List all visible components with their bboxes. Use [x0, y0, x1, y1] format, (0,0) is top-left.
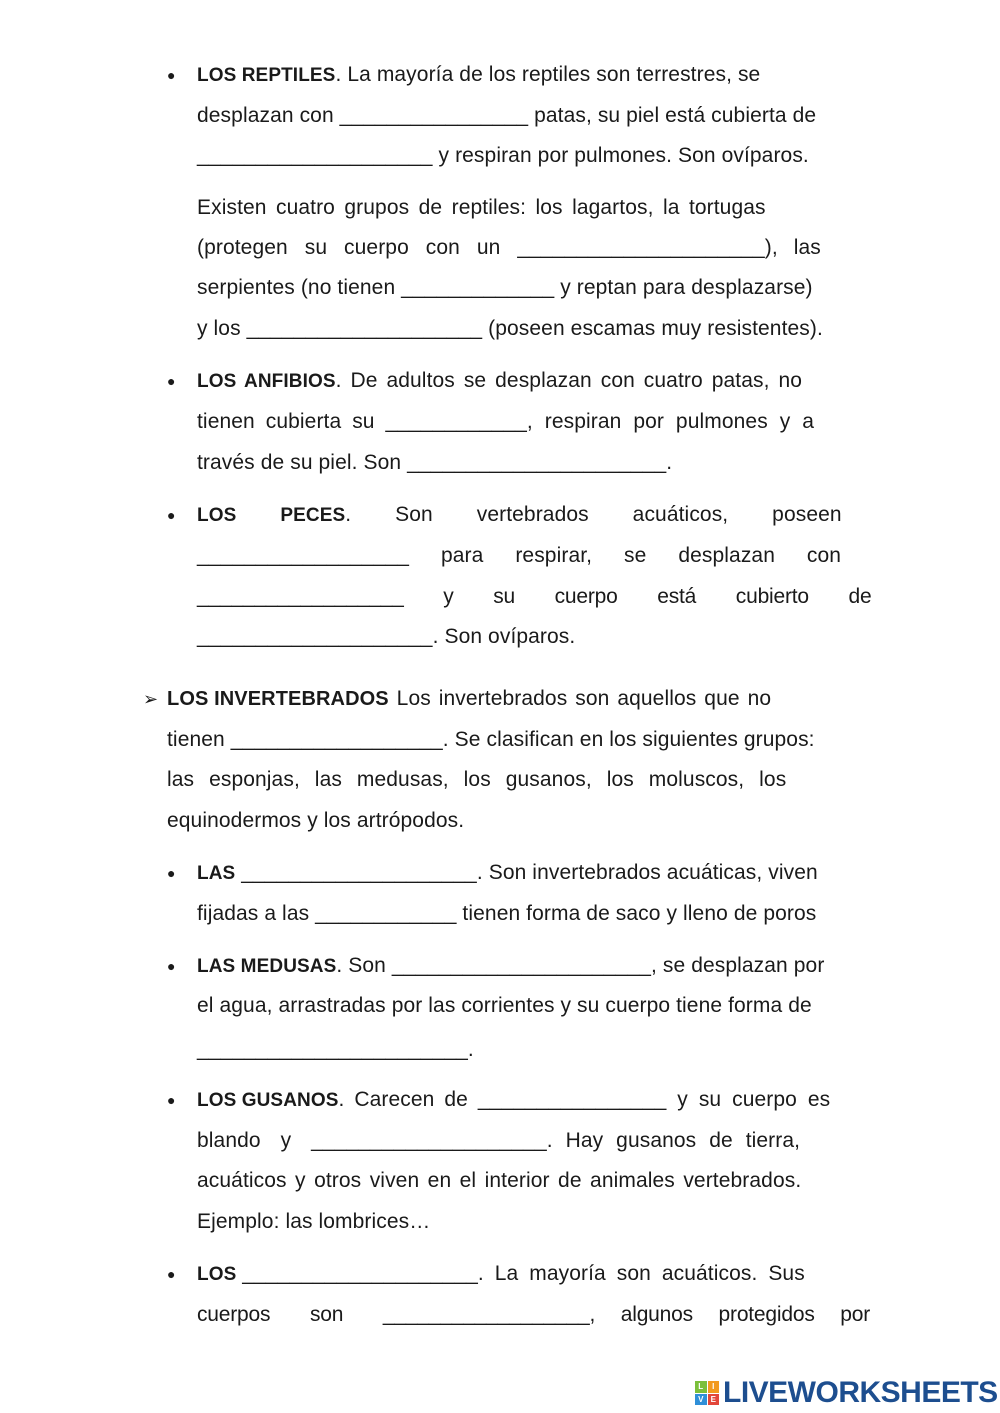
blank-field[interactable]: ____________________: [246, 317, 483, 340]
anfibios-line-3: través de su piel. Son ______________________.: [197, 449, 672, 477]
blank-field[interactable]: ________________: [339, 104, 529, 127]
bullet-dot-icon: ●: [167, 958, 176, 974]
reptiles-para-2-line-4: y los ____________________ (poseen escamas muy resistentes).: [197, 315, 823, 343]
liveworksheets-logo-icon: L I V E: [695, 1381, 719, 1405]
blank-field[interactable]: _______________________: [197, 1038, 468, 1061]
reptiles-title: LOS REPTILES: [197, 65, 336, 86]
reptiles-line-2: desplazan con ________________ patas, su piel está cubierta de: [197, 102, 879, 130]
invertebrados-line-2: tienen __________________. Se clasifican en los siguientes grupos:: [167, 726, 815, 754]
peces-line-2: __________________ para respirar, se desplazan con: [197, 542, 879, 570]
bullet-dot-icon: ●: [167, 507, 176, 523]
peces-title-b: PECES: [280, 505, 346, 526]
invertebrados-line-1: LOS INVERTEBRADOS Los invertebrados son aquellos que no: [167, 687, 772, 710]
gusanos-title: LOS GUSANOS: [197, 1090, 339, 1111]
medusas-line-3: _______________________.: [197, 1036, 474, 1064]
invertebrados-line-4: equinodermos y los artrópodos.: [167, 809, 465, 832]
gusanos-line-4: Ejemplo: las lombrices…: [197, 1210, 431, 1233]
anfibios-title: LOS ANFIBIOS: [197, 371, 336, 392]
peces-line-4: ____________________. Son ovíparos.: [197, 623, 575, 651]
blank-field[interactable]: ________________: [477, 1088, 667, 1111]
blank-field[interactable]: ____________________: [197, 625, 433, 648]
blank-field[interactable]: ____________________: [311, 1129, 547, 1152]
blank-field[interactable]: ____________________: [241, 861, 477, 884]
peces-line-1: LOS PECES. Son vertebrados acuáticos, poseen: [197, 503, 842, 526]
blank-field[interactable]: _____________________: [517, 236, 765, 259]
esponjas-title: LAS: [197, 863, 236, 884]
blank-field[interactable]: __________________: [230, 728, 443, 751]
invertebrados-line-3: las esponjas, las medusas, los gusanos, los moluscos, los: [167, 768, 787, 791]
blank-field[interactable]: __________________: [197, 544, 410, 567]
liveworksheets-logo: [695, 1378, 998, 1408]
arrow-right-icon: ➢: [143, 689, 159, 709]
peces-line-3: __________________ y su cuerpo está cubierto de: [197, 583, 879, 611]
moluscos-line-1: LOS ____________________. La mayoría son acuáticos. Sus: [197, 1260, 879, 1289]
reptiles-para-2-line-2: (protegen su cuerpo con un _____________________), las: [197, 234, 879, 262]
blank-field[interactable]: ____________: [385, 410, 527, 433]
bullet-dot-icon: ●: [167, 67, 176, 83]
blank-field[interactable]: __________________: [382, 1303, 590, 1326]
blank-field[interactable]: __________________: [197, 585, 404, 608]
bullet-dot-icon: ●: [167, 373, 176, 389]
reptiles-line-1: LOS REPTILES. La mayoría de los reptiles son terrestres, se: [197, 63, 761, 86]
anfibios-line-1: LOS ANFIBIOS. De adultos se desplazan con cuatro patas, no: [197, 369, 803, 392]
moluscos-line-2: cuerpos son __________________, algunos protegidos por: [197, 1301, 879, 1329]
bullet-dot-icon: ●: [167, 1266, 176, 1282]
bullet-dot-icon: ●: [167, 1092, 176, 1108]
reptiles-para-2-line-1: Existen cuatro grupos de reptiles: los lagartos, la tortugas: [197, 196, 766, 219]
gusanos-line-2: blando y ____________________. Hay gusanos de tierra,: [197, 1127, 879, 1155]
medusas-line-1: LAS MEDUSAS. Son ______________________, se desplazan por: [197, 952, 824, 981]
medusas-line-2: el agua, arrastradas por las corrientes y su cuerpo tiene forma de: [197, 994, 812, 1017]
liveworksheets-logo-text: LIVEWORKSHEETS: [723, 1376, 998, 1409]
gusanos-line-1: LOS GUSANOS. Carecen de ________________ y su cuerpo es: [197, 1086, 879, 1115]
blank-field[interactable]: ____________________: [197, 144, 433, 167]
blank-field[interactable]: ______________________: [407, 451, 667, 474]
bullet-dot-icon: ●: [167, 865, 176, 881]
medusas-title: LAS MEDUSAS: [197, 956, 337, 977]
blank-field[interactable]: ______________________: [391, 954, 652, 977]
blank-field[interactable]: _____________: [401, 276, 555, 299]
anfibios-line-2: tienen cubierta su ____________, respiran por pulmones y a: [197, 408, 879, 436]
reptiles-para-2-line-3: serpientes (no tienen _____________ y reptan para desplazarse): [197, 274, 813, 302]
moluscos-title: LOS: [197, 1264, 237, 1285]
invertebrados-title: LOS INVERTEBRADOS: [167, 688, 389, 710]
esponjas-line-1: LAS ____________________. Son invertebrados acuáticas, viven: [197, 859, 818, 888]
blank-field[interactable]: ____________: [315, 902, 457, 925]
blank-field[interactable]: ____________________: [242, 1262, 478, 1285]
peces-title-a: LOS: [197, 505, 237, 526]
esponjas-line-2: fijadas a las ____________ tienen forma de saco y lleno de poros: [197, 900, 816, 928]
gusanos-line-3: acuáticos y otros viven en el interior de animales vertebrados.: [197, 1169, 802, 1192]
reptiles-line-3: ____________________ y respiran por pulmones. Son ovíparos.: [197, 142, 809, 170]
